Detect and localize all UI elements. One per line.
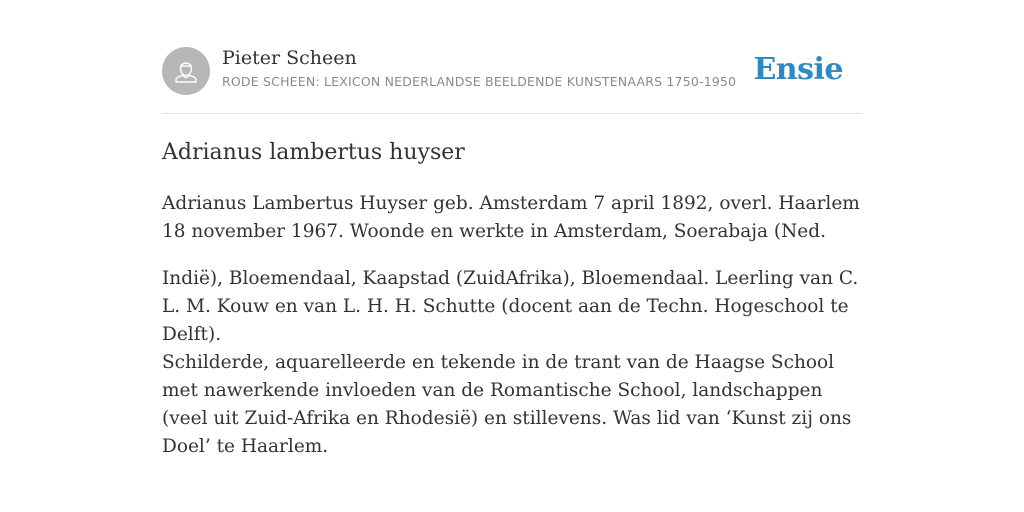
article-paragraph-3: Schilderde, aquarelleerde en tekende in de trant van de Haagse School met nawerkende invloeden van de Romantische School, landschappen (veel uit Zuid-Afrika en Rhodesië) en stillevens. Was lid van ‘Kunst zij ons Doel’ te Haarlem. <box>162 352 852 457</box>
article-header <box>162 46 862 96</box>
article-paragraph-1: Adrianus Lambertus Huyser geb. Amsterdam 7 april 1892, overl. Haarlem 18 november 1967. Woonde en werkte in Amsterdam, Soerabaja (Ned. <box>162 193 860 242</box>
source-title[interactable]: RODE SCHEEN: LEXICON NEDERLANDSE BEELDENDE KUNSTENAARS 1750-1950 <box>222 74 737 89</box>
author-name[interactable]: Pieter Scheen <box>222 47 357 69</box>
user-silhouette-icon <box>162 47 210 95</box>
article-paragraph-2: Indië), Bloemendaal, Kaapstad (ZuidAfrika), Bloemendaal. Leerling van C. L. M. Kouw en van L. H. H. Schutte (docent aan de Techn. Hogeschool te Delft). <box>162 268 859 345</box>
article-card <box>162 0 862 512</box>
divider <box>162 113 862 114</box>
ensie-logo[interactable]: Ensie <box>753 52 843 87</box>
article-title: Adrianus lambertus huyser <box>162 140 465 165</box>
